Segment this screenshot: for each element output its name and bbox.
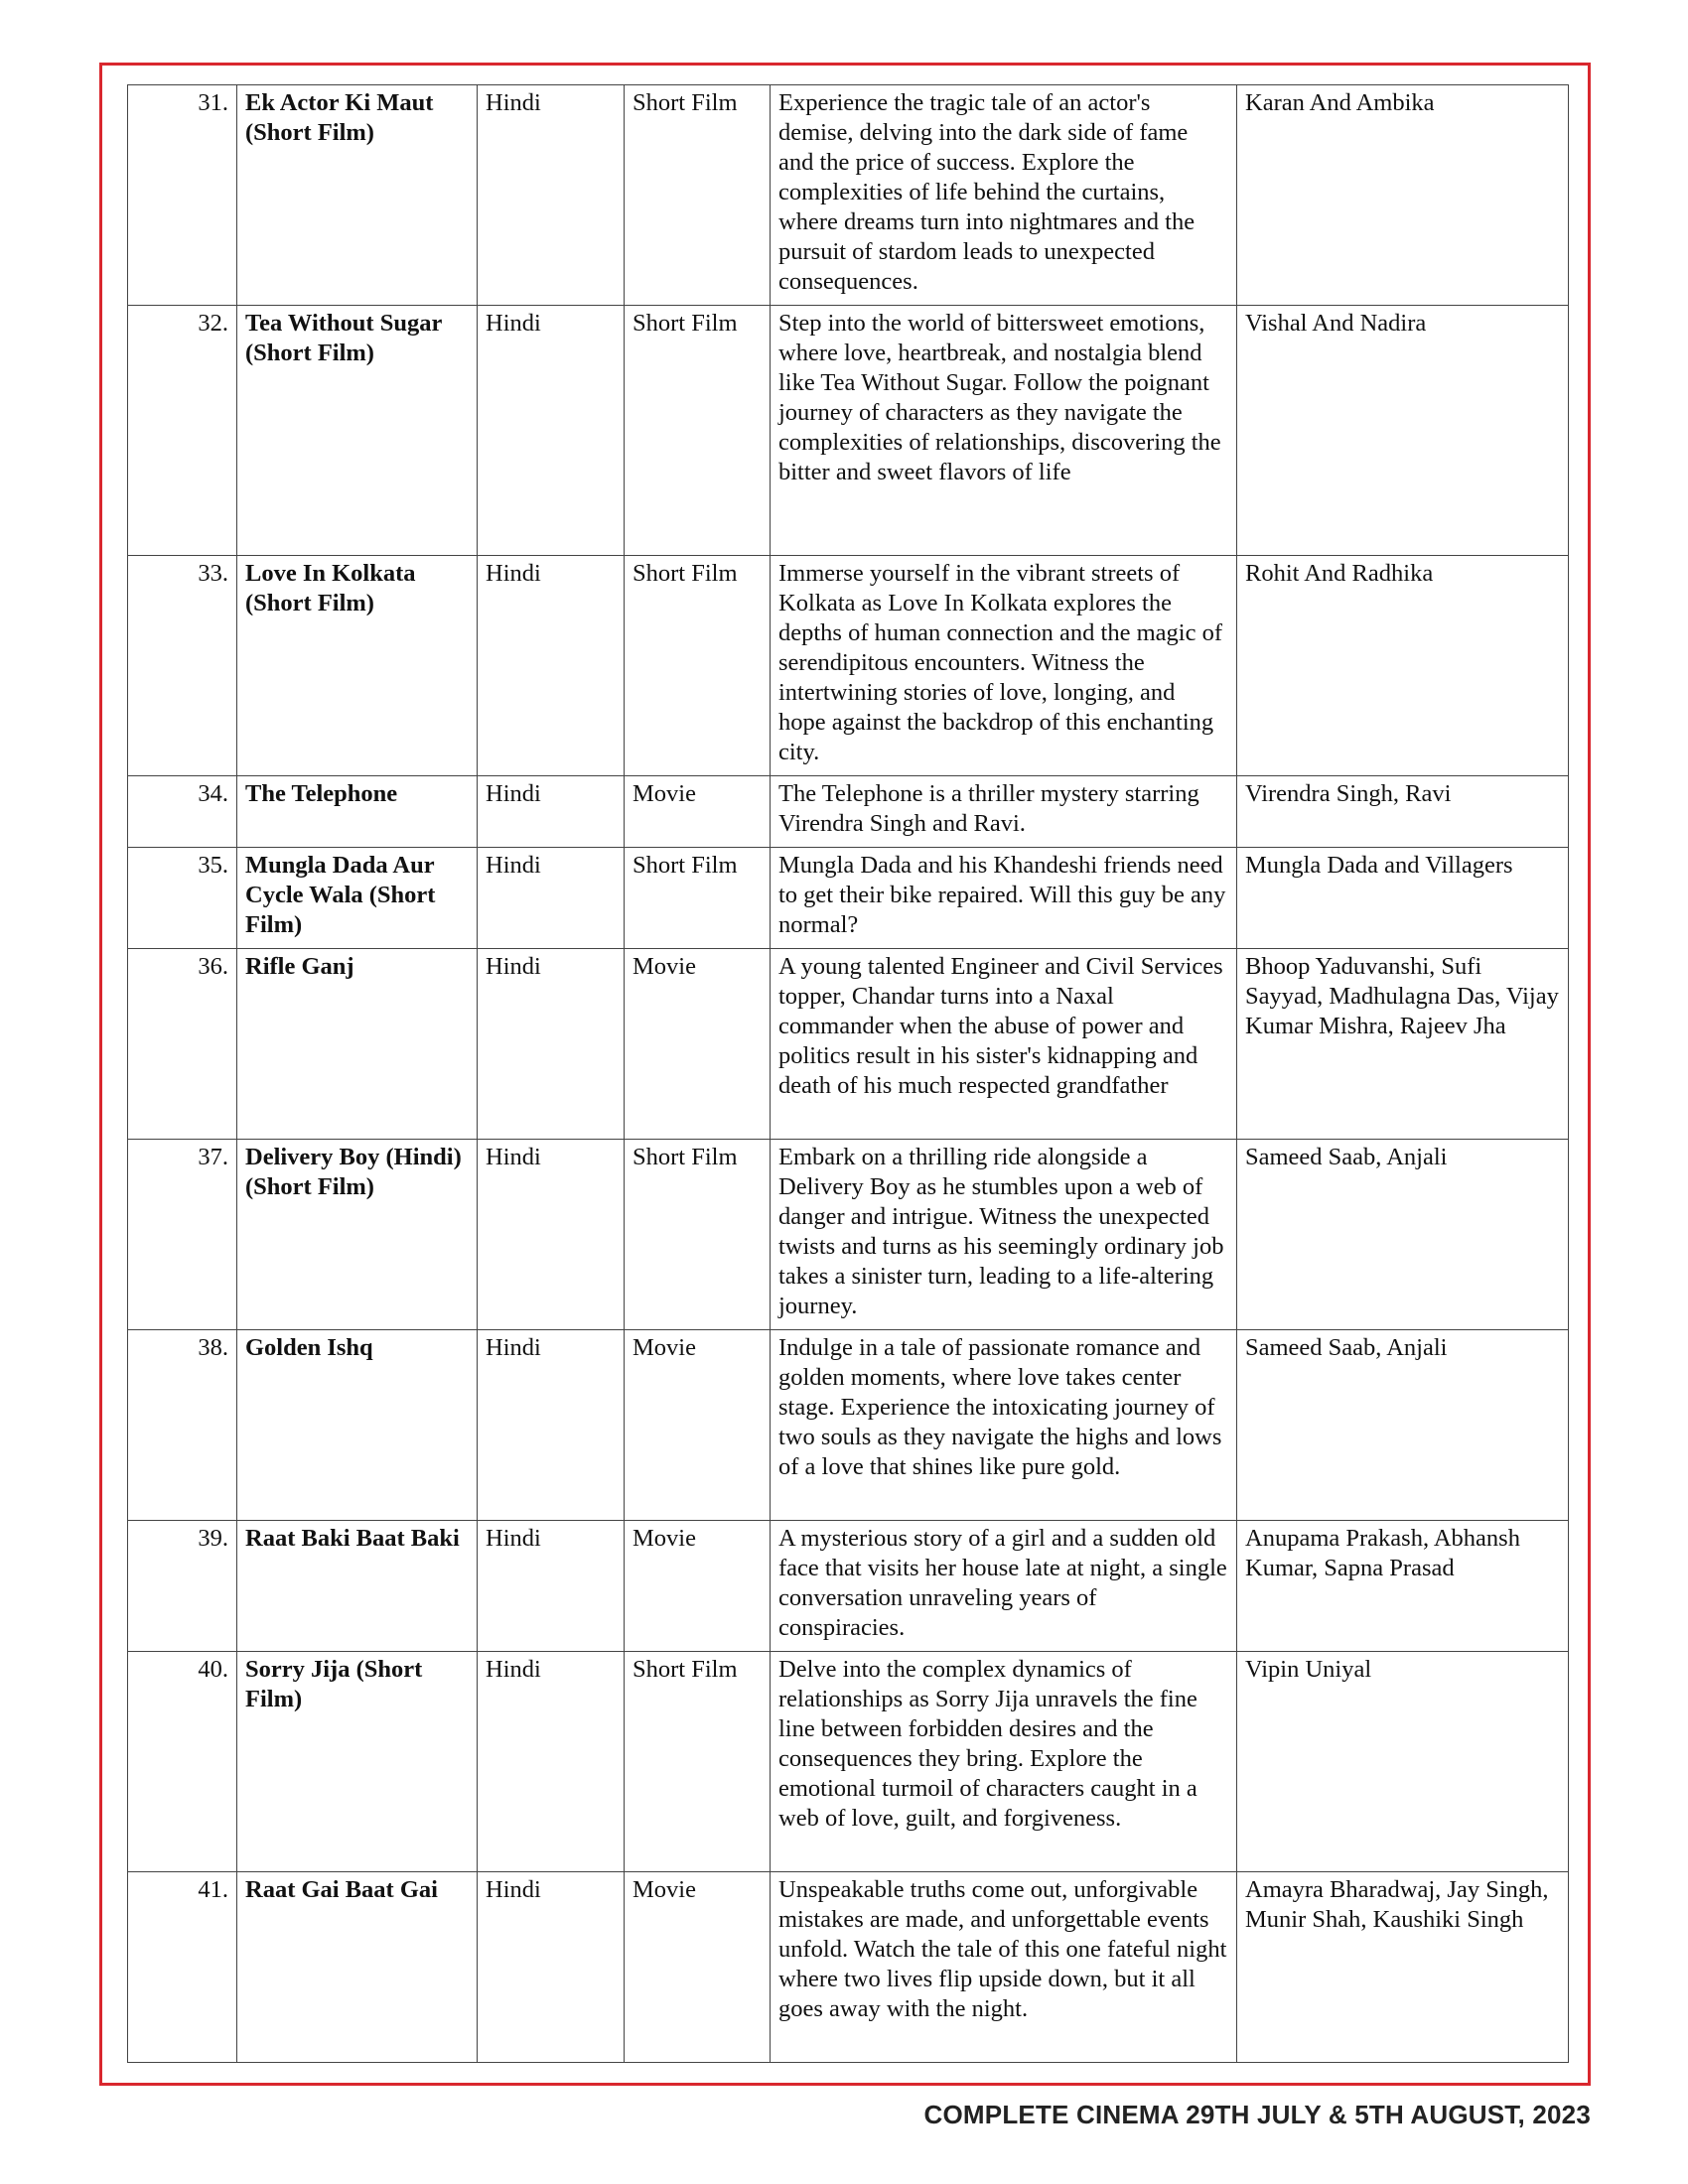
entry-number: 35.	[128, 848, 237, 949]
film-description: Indulge in a tale of passionate romance and golden moments, where love takes center stage. Experience the intoxicating journey of two souls as they navigate the highs and lows of a love that shines like pure gold.	[771, 1330, 1237, 1521]
film-format: Short Film	[625, 306, 771, 556]
film-description: Step into the world of bittersweet emotions, where love, heartbreak, and nostalgia blend like Tea Without Sugar. Follow the poignant journey of characters as they navigate the complexities of relationships, discovering the bitter and sweet flavors of life	[771, 306, 1237, 556]
film-format: Short Film	[625, 1652, 771, 1872]
film-description: A young talented Engineer and Civil Services topper, Chandar turns into a Naxal commander when the abuse of power and politics result in his sister's kidnapping and death of his much respected grandfather	[771, 949, 1237, 1140]
film-description: Mungla Dada and his Khandeshi friends need to get their bike repaired. Will this guy be any normal?	[771, 848, 1237, 949]
film-title: Raat Baki Baat Baki	[237, 1521, 478, 1652]
entry-number: 34.	[128, 776, 237, 848]
film-title: Raat Gai Baat Gai	[237, 1872, 478, 2063]
film-description: Immerse yourself in the vibrant streets of Kolkata as Love In Kolkata explores the depths of human connection and the magic of serendipitous encounters. Witness the intertwining stories of love, longing, and hope against the backdrop of this enchanting city.	[771, 556, 1237, 776]
film-cast: Vishal And Nadira	[1237, 306, 1569, 556]
film-language: Hindi	[478, 306, 625, 556]
film-cast: Amayra Bharadwaj, Jay Singh, Munir Shah, Kaushiki Singh	[1237, 1872, 1569, 2063]
film-description: Unspeakable truths come out, unforgivable mistakes are made, and unforgettable events unfold. Watch the tale of this one fateful night where two lives flip upside down, but it all goes away with the night.	[771, 1872, 1237, 2063]
film-listing-table	[127, 84, 1569, 2063]
table-row	[128, 556, 1569, 776]
film-language: Hindi	[478, 1330, 625, 1521]
film-title: Tea Without Sugar (Short Film)	[237, 306, 478, 556]
table-row	[128, 1652, 1569, 1872]
film-cast: Sameed Saab, Anjali	[1237, 1140, 1569, 1330]
film-cast: Sameed Saab, Anjali	[1237, 1330, 1569, 1521]
entry-number: 38.	[128, 1330, 237, 1521]
table-row	[128, 1330, 1569, 1521]
film-cast: Virendra Singh, Ravi	[1237, 776, 1569, 848]
film-format: Movie	[625, 776, 771, 848]
film-description: A mysterious story of a girl and a sudden old face that visits her house late at night, a single conversation unraveling years of conspiracies.	[771, 1521, 1237, 1652]
entry-number: 36.	[128, 949, 237, 1140]
film-language: Hindi	[478, 1521, 625, 1652]
film-title: Love In Kolkata (Short Film)	[237, 556, 478, 776]
film-format: Short Film	[625, 85, 771, 306]
film-language: Hindi	[478, 1140, 625, 1330]
entry-number: 32.	[128, 306, 237, 556]
film-description: Delve into the complex dynamics of relationships as Sorry Jija unravels the fine line between forbidden desires and the consequences they bring. Explore the emotional turmoil of characters caught in a web of love, guilt, and forgiveness.	[771, 1652, 1237, 1872]
table-row	[128, 776, 1569, 848]
table-row	[128, 848, 1569, 949]
table-row	[128, 306, 1569, 556]
film-listing-body	[128, 85, 1569, 2063]
film-cast: Rohit And Radhika	[1237, 556, 1569, 776]
film-language: Hindi	[478, 85, 625, 306]
film-language: Hindi	[478, 556, 625, 776]
entry-number: 39.	[128, 1521, 237, 1652]
table-row	[128, 949, 1569, 1140]
entry-number: 40.	[128, 1652, 237, 1872]
film-title: Ek Actor Ki Maut (Short Film)	[237, 85, 478, 306]
entry-number: 41.	[128, 1872, 237, 2063]
film-description: The Telephone is a thriller mystery starring Virendra Singh and Ravi.	[771, 776, 1237, 848]
entry-number: 37.	[128, 1140, 237, 1330]
entry-number: 33.	[128, 556, 237, 776]
film-title: Rifle Ganj	[237, 949, 478, 1140]
film-cast: Mungla Dada and Villagers	[1237, 848, 1569, 949]
film-format: Movie	[625, 1330, 771, 1521]
film-description: Experience the tragic tale of an actor's demise, delving into the dark side of fame and the price of success. Explore the complexities of life behind the curtains, where dreams turn into nightmares and the pursuit of stardom leads to unexpected consequences.	[771, 85, 1237, 306]
film-cast: Anupama Prakash, Abhansh Kumar, Sapna Prasad	[1237, 1521, 1569, 1652]
film-title: Sorry Jija (Short Film)	[237, 1652, 478, 1872]
table-row	[128, 1872, 1569, 2063]
film-title: The Telephone	[237, 776, 478, 848]
table-row	[128, 85, 1569, 306]
film-cast: Vipin Uniyal	[1237, 1652, 1569, 1872]
film-language: Hindi	[478, 1872, 625, 2063]
film-title: Golden Ishq	[237, 1330, 478, 1521]
film-language: Hindi	[478, 848, 625, 949]
film-cast: Karan And Ambika	[1237, 85, 1569, 306]
film-format: Movie	[625, 1521, 771, 1652]
film-language: Hindi	[478, 776, 625, 848]
film-cast: Bhoop Yaduvanshi, Sufi Sayyad, Madhulagna Das, Vijay Kumar Mishra, Rajeev Jha	[1237, 949, 1569, 1140]
film-title: Mungla Dada Aur Cycle Wala (Short Film)	[237, 848, 478, 949]
film-title: Delivery Boy (Hindi) (Short Film)	[237, 1140, 478, 1330]
film-format: Movie	[625, 1872, 771, 2063]
film-language: Hindi	[478, 949, 625, 1140]
film-format: Short Film	[625, 1140, 771, 1330]
table-row	[128, 1521, 1569, 1652]
film-description: Embark on a thrilling ride alongside a Delivery Boy as he stumbles upon a web of danger and intrigue. Witness the unexpected twists and turns as his seemingly ordinary job takes a sinister turn, leading to a life-altering journey.	[771, 1140, 1237, 1330]
table-row	[128, 1140, 1569, 1330]
entry-number: 31.	[128, 85, 237, 306]
film-format: Short Film	[625, 556, 771, 776]
film-format: Movie	[625, 949, 771, 1140]
film-format: Short Film	[625, 848, 771, 949]
film-language: Hindi	[478, 1652, 625, 1872]
page-footer: COMPLETE CINEMA 29TH JULY & 5TH AUGUST, 2023	[923, 2100, 1591, 2129]
